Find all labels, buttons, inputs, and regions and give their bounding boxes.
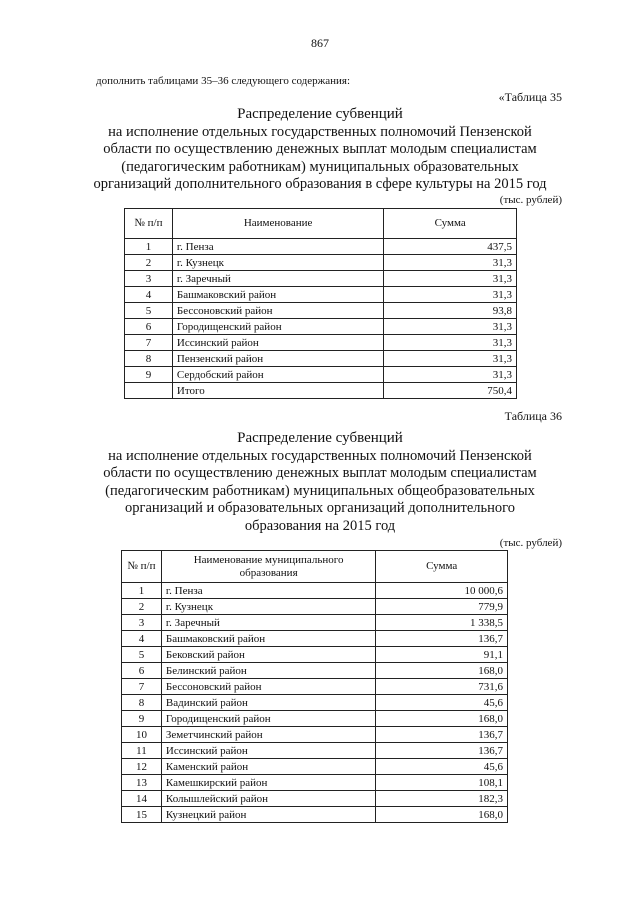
table36-cell-num: 14: [122, 791, 162, 807]
table35-title-line: области по осуществлению денежных выплат молодым специалистам: [103, 141, 537, 157]
table35-title: [0, 106, 640, 194]
table36-cell-num: 11: [122, 743, 162, 759]
table35-cell-name: Итого: [172, 383, 383, 399]
table36-cell-num: 10: [122, 727, 162, 743]
table35-cell-num: 7: [125, 335, 173, 351]
table36-cell-name: Бессоновский район: [161, 679, 375, 695]
table36-cell-num: 8: [122, 695, 162, 711]
table36-units: (тыс. рублей): [499, 537, 562, 549]
table36-cell-num: 15: [122, 807, 162, 823]
table35-cell-num: 8: [125, 351, 173, 367]
table35-title-line: организаций дополнительного образования в сфере культуры на 2015 год: [93, 176, 547, 192]
table35-header-num: № п/п: [125, 209, 173, 239]
table36-row: [122, 615, 508, 631]
table36-row: [122, 727, 508, 743]
table36-cell-sum: 45,6: [376, 695, 508, 711]
table36-cell-sum: 45,6: [376, 759, 508, 775]
table35-header-sum: Сумма: [384, 209, 517, 239]
table36-cell-name: Иссинский район: [161, 743, 375, 759]
table36-cell-num: 4: [122, 631, 162, 647]
table36-row: [122, 583, 508, 599]
table35-marker: «Таблица 35: [498, 90, 562, 104]
intro-text: дополнить таблицами 35–36 следующего содержания:: [96, 75, 350, 87]
table36-row: [122, 711, 508, 727]
table36-cell-sum: 91,1: [376, 647, 508, 663]
table36-row: [122, 631, 508, 647]
table35-header-name: Наименование: [172, 209, 383, 239]
table35-cell-num: 4: [125, 287, 173, 303]
table35-title-line: (педагогическим работникам) муниципальных образовательных: [121, 158, 519, 175]
table36-row: [122, 679, 508, 695]
table35-units: (тыс. рублей): [499, 194, 562, 206]
table36-row: [122, 743, 508, 759]
table36-cell-sum: 136,7: [376, 727, 508, 743]
table36-row: [122, 791, 508, 807]
table36-cell-num: 2: [122, 599, 162, 615]
table35-header-row: [125, 209, 517, 239]
table36-cell-name: г. Пенза: [161, 583, 375, 599]
table36-cell-name: г. Заречный: [161, 615, 375, 631]
table35-cell-sum: 31,3: [384, 255, 517, 271]
table35-cell-num: [125, 383, 173, 399]
table35-cell-num: 1: [125, 239, 173, 255]
table36-header-name: Наименование муниципального образования: [161, 551, 375, 583]
table36-row: [122, 775, 508, 791]
table35-cell-name: Бессоновский район: [172, 303, 383, 319]
table36-cell-name: Вадинский район: [161, 695, 375, 711]
table35-cell-name: г. Пенза: [172, 239, 383, 255]
table35-cell-num: 5: [125, 303, 173, 319]
page-number: 867: [311, 36, 329, 50]
table36-cell-num: 12: [122, 759, 162, 775]
table35-row: [125, 271, 517, 287]
table36-cell-num: 7: [122, 679, 162, 695]
table36-cell-name: Городищенский район: [161, 711, 375, 727]
table36-marker: Таблица 36: [504, 409, 562, 423]
table35-cell-sum: 31,3: [384, 271, 517, 287]
table35-cell-num: 9: [125, 367, 173, 383]
table36-row: [122, 599, 508, 615]
table36-cell-sum: 731,6: [376, 679, 508, 695]
table35-cell-sum: 31,3: [384, 287, 517, 303]
table35-cell-sum: 31,3: [384, 351, 517, 367]
table36-header-num: № п/п: [122, 551, 162, 583]
table35-cell-name: г. Кузнецк: [172, 255, 383, 271]
table36-cell-sum: 1 338,5: [376, 615, 508, 631]
table36-cell-num: 13: [122, 775, 162, 791]
table35-row: [125, 287, 517, 303]
table36-cell-sum: 136,7: [376, 743, 508, 759]
table36-cell-name: Бековский район: [161, 647, 375, 663]
table36: [121, 550, 508, 823]
table36-cell-sum: 168,0: [376, 711, 508, 727]
table36-header-row: [122, 551, 508, 583]
table35-row: [125, 239, 517, 255]
table35-cell-num: 6: [125, 319, 173, 335]
table36-cell-sum: 136,7: [376, 631, 508, 647]
table36-header-sum: Сумма: [376, 551, 508, 583]
table36-cell-sum: 168,0: [376, 663, 508, 679]
table36-cell-num: 6: [122, 663, 162, 679]
table35-cell-sum: 31,3: [384, 335, 517, 351]
table36-cell-name: Камешкирский район: [161, 775, 375, 791]
table36-cell-name: г. Кузнецк: [161, 599, 375, 615]
table35-row: [125, 319, 517, 335]
table35-cell-name: Пензенский район: [172, 351, 383, 367]
table36-row: [122, 695, 508, 711]
table35-title-line: на исполнение отдельных государственных полномочий Пензенской: [108, 123, 532, 140]
table35-cell-name: г. Заречный: [172, 271, 383, 287]
table36-cell-name: Башмаковский район: [161, 631, 375, 647]
table36-title: [0, 430, 640, 535]
table35-row: [125, 303, 517, 319]
table35-cell-name: Башмаковский район: [172, 287, 383, 303]
table36-cell-sum: 108,1: [376, 775, 508, 791]
table35-cell-sum: 93,8: [384, 303, 517, 319]
table36-title-line: (педагогическим работникам) муниципальных общеобразовательных: [105, 482, 535, 499]
table35-title-line: Распределение субвенций: [237, 106, 403, 122]
table35-cell-name: Иссинский район: [172, 335, 383, 351]
table35-row: [125, 335, 517, 351]
table36-row: [122, 663, 508, 679]
table36-cell-sum: 779,9: [376, 599, 508, 615]
table36-cell-name: Колышлейский район: [161, 791, 375, 807]
table35-row: [125, 255, 517, 271]
table36-title-line: образования на 2015 год: [244, 517, 396, 534]
table35-cell-sum: 750,4: [384, 383, 517, 399]
table35-cell-name: Сердобский район: [172, 367, 383, 383]
table36-title-line: организаций и образовательных организаций дополнительного: [125, 500, 515, 516]
table35-cell-num: 2: [125, 255, 173, 271]
table36-cell-num: 3: [122, 615, 162, 631]
table35-cell-sum: 437,5: [384, 239, 517, 255]
table35-cell-sum: 31,3: [384, 319, 517, 335]
table36-cell-name: Белинский район: [161, 663, 375, 679]
table36-row: [122, 647, 508, 663]
table35-row: [125, 367, 517, 383]
table36-cell-num: 1: [122, 583, 162, 599]
table35: [124, 208, 517, 399]
table36-cell-name: Каменский район: [161, 759, 375, 775]
table35-cell-name: Городищенский район: [172, 319, 383, 335]
table35-row: [125, 351, 517, 367]
table36-cell-name: Земетчинский район: [161, 727, 375, 743]
table36-cell-sum: 168,0: [376, 807, 508, 823]
table36-title-line: области по осуществлению денежных выплат молодым специалистам: [103, 465, 537, 481]
table35-row: [125, 383, 517, 399]
table36-cell-num: 5: [122, 647, 162, 663]
table36-row: [122, 807, 508, 823]
table36-row: [122, 759, 508, 775]
table36-title-line: Распределение субвенций: [237, 430, 403, 446]
table36-cell-num: 9: [122, 711, 162, 727]
table36-cell-sum: 10 000,6: [376, 583, 508, 599]
table35-cell-num: 3: [125, 271, 173, 287]
table36-title-line: на исполнение отдельных государственных полномочий Пензенской: [108, 447, 532, 464]
table36-cell-name: Кузнецкий район: [161, 807, 375, 823]
table36-cell-sum: 182,3: [376, 791, 508, 807]
table35-cell-sum: 31,3: [384, 367, 517, 383]
